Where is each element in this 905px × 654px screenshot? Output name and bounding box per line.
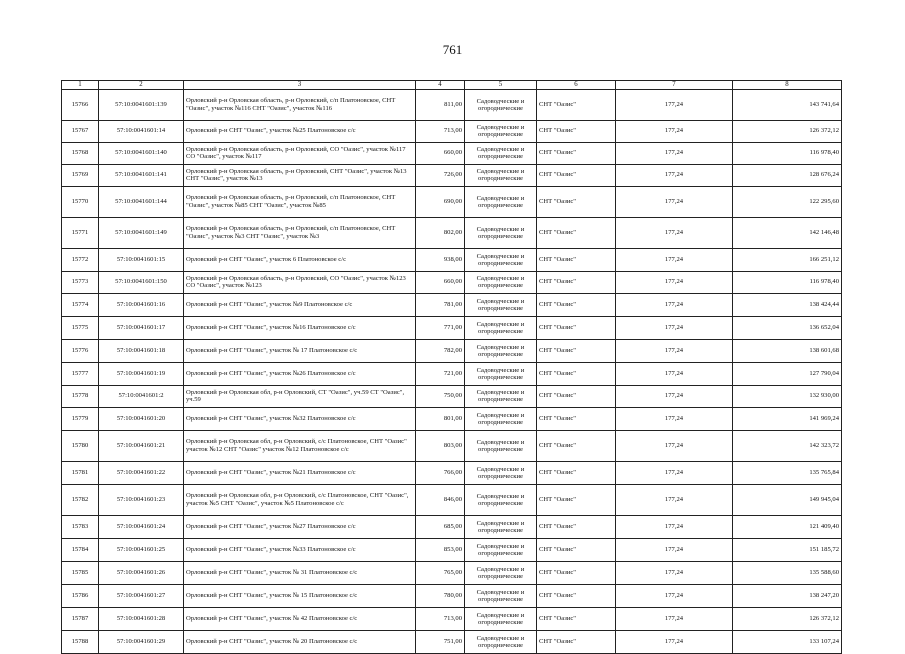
cadastral-number: 57:10:0041601:23: [99, 484, 184, 515]
value-cell: 166 251,12: [733, 248, 842, 271]
cadastral-number: 57:10:0041601:22: [99, 461, 184, 484]
cadastral-number: 57:10:0041601:27: [99, 584, 184, 607]
value-cell: 126 372,12: [733, 607, 842, 630]
value-cell: 143 741,64: [733, 89, 842, 120]
address-cell: Орловский р-н СНТ "Оазис", участок №26 Платоновское с/с: [184, 362, 416, 385]
address-cell: Орловский р-н СНТ "Оазис", участок №25 Платоновское с/с: [184, 120, 416, 142]
area-cell: 690,00: [416, 186, 465, 217]
address-cell: Орловский р-н СНТ "Оазис", участок №33 Платоновское с/с: [184, 538, 416, 561]
address-cell: Орловский р-н Орловская область, р-н Орловский, с/п Платоновское, СНТ "Оазис", участок №3 СНТ "Оазис", участок №3: [184, 217, 416, 248]
owner-cell: СНТ "Оазис": [537, 561, 616, 584]
land-use-cell: Садоводческие и огороднические: [465, 461, 537, 484]
cadastral-number: 57:10:0041601:26: [99, 561, 184, 584]
owner-cell: СНТ "Оазис": [537, 339, 616, 362]
address-cell: Орловский р-н СНТ "Оазис", участок № 31 Платоновское с/с: [184, 561, 416, 584]
cadastral-number: 57:10:0041601:29: [99, 630, 184, 653]
value-cell: 149 945,04: [733, 484, 842, 515]
area-cell: 660,00: [416, 142, 465, 164]
row-number: 15774: [62, 293, 99, 316]
column-header: 8: [733, 81, 842, 90]
row-number: 15784: [62, 538, 99, 561]
owner-cell: СНТ "Оазис": [537, 271, 616, 293]
address-cell: Орловский р-н СНТ "Оазис", участок № 15 Платоновское с/с: [184, 584, 416, 607]
row-number: 15788: [62, 630, 99, 653]
table-row: [62, 430, 842, 461]
address-cell: Орловский р-н Орловская область, р-н Орловский, с/п Платоновское, СНТ "Оазис", участок №85 СНТ "Оазис", участок №85: [184, 186, 416, 217]
land-use-cell: Садоводческие и огороднические: [465, 89, 537, 120]
cadastral-number: 57:10:0041601:28: [99, 607, 184, 630]
land-use-cell: Садоводческие и огороднические: [465, 430, 537, 461]
address-cell: Орловский р-н Орловская обл, р-н Орловский, с/с Платоновское, СНТ "Оазис", участок №5 СНТ "Оазис", участок №5 Платоновское с/с: [184, 484, 416, 515]
rate-cell: 177,24: [616, 217, 733, 248]
cadastral-table: [61, 80, 842, 654]
column-header: 3: [184, 81, 416, 90]
owner-cell: СНТ "Оазис": [537, 120, 616, 142]
rate-cell: 177,24: [616, 186, 733, 217]
owner-cell: СНТ "Оазис": [537, 538, 616, 561]
address-cell: Орловский р-н СНТ "Оазис", участок № 42 Платоновское с/с: [184, 607, 416, 630]
rate-cell: 177,24: [616, 584, 733, 607]
area-cell: 781,00: [416, 293, 465, 316]
table-row: [62, 362, 842, 385]
row-number: 15768: [62, 142, 99, 164]
owner-cell: СНТ "Оазис": [537, 584, 616, 607]
row-number: 15778: [62, 385, 99, 407]
address-cell: Орловский р-н Орловская область, р-н Орловский, СНТ "Оазис", участок №13 СНТ "Оазис", участок №13: [184, 164, 416, 186]
area-cell: 766,00: [416, 461, 465, 484]
rate-cell: 177,24: [616, 293, 733, 316]
cadastral-number: 57:10:0041601:144: [99, 186, 184, 217]
row-number: 15770: [62, 186, 99, 217]
address-cell: Орловский р-н СНТ "Оазис", участок №27 Платоновское с/с: [184, 515, 416, 538]
column-header: 1: [62, 81, 99, 90]
value-cell: 135 588,60: [733, 561, 842, 584]
owner-cell: СНТ "Оазис": [537, 186, 616, 217]
cadastral-number: 57:10:0041601:140: [99, 142, 184, 164]
table-row: [62, 164, 842, 186]
area-cell: 938,00: [416, 248, 465, 271]
cadastral-number: 57:10:0041601:141: [99, 164, 184, 186]
rate-cell: 177,24: [616, 630, 733, 653]
table-row: [62, 538, 842, 561]
value-cell: 138 247,20: [733, 584, 842, 607]
land-use-cell: Садоводческие и огороднические: [465, 248, 537, 271]
owner-cell: СНТ "Оазис": [537, 630, 616, 653]
value-cell: 142 146,48: [733, 217, 842, 248]
row-number: 15767: [62, 120, 99, 142]
row-number: 15787: [62, 607, 99, 630]
cadastral-number: 57:10:0041601:149: [99, 217, 184, 248]
row-number: 15780: [62, 430, 99, 461]
rate-cell: 177,24: [616, 142, 733, 164]
rate-cell: 177,24: [616, 362, 733, 385]
rate-cell: 177,24: [616, 316, 733, 339]
land-use-cell: Садоводческие и огороднические: [465, 561, 537, 584]
cadastral-number: 57:10:0041601:15: [99, 248, 184, 271]
address-cell: Орловский р-н СНТ "Оазис", участок № 17 Платоновское с/с: [184, 339, 416, 362]
area-cell: 811,00: [416, 89, 465, 120]
row-number: 15779: [62, 407, 99, 430]
table-row: [62, 271, 842, 293]
land-use-cell: Садоводческие и огороднические: [465, 217, 537, 248]
land-use-cell: Садоводческие и огороднические: [465, 538, 537, 561]
area-cell: 713,00: [416, 607, 465, 630]
owner-cell: СНТ "Оазис": [537, 362, 616, 385]
row-number: 15785: [62, 561, 99, 584]
owner-cell: СНТ "Оазис": [537, 515, 616, 538]
table-row: [62, 248, 842, 271]
address-cell: Орловский р-н Орловская область, р-н Орловский, СО "Оазис", участок №123 СО "Оазис", участок №123: [184, 271, 416, 293]
owner-cell: СНТ "Оазис": [537, 164, 616, 186]
value-cell: 122 295,60: [733, 186, 842, 217]
area-cell: 660,00: [416, 271, 465, 293]
cadastral-number: 57:10:0041601:139: [99, 89, 184, 120]
land-use-cell: Садоводческие и огороднические: [465, 316, 537, 339]
row-number: 15773: [62, 271, 99, 293]
land-use-cell: Садоводческие и огороднические: [465, 630, 537, 653]
rate-cell: 177,24: [616, 407, 733, 430]
row-number: 15771: [62, 217, 99, 248]
row-number: 15783: [62, 515, 99, 538]
owner-cell: СНТ "Оазис": [537, 142, 616, 164]
land-use-cell: Садоводческие и огороднические: [465, 164, 537, 186]
rate-cell: 177,24: [616, 385, 733, 407]
rate-cell: 177,24: [616, 461, 733, 484]
land-use-cell: Садоводческие и огороднические: [465, 362, 537, 385]
row-number: 15766: [62, 89, 99, 120]
value-cell: 121 409,40: [733, 515, 842, 538]
area-cell: 721,00: [416, 362, 465, 385]
value-cell: 126 372,12: [733, 120, 842, 142]
column-header: 4: [416, 81, 465, 90]
address-cell: Орловский р-н Орловская область, р-н Орловский, с/п Платоновское, СНТ "Оазис", участок №116 СНТ "Оазис", участок №116: [184, 89, 416, 120]
owner-cell: СНТ "Оазис": [537, 407, 616, 430]
land-use-cell: Садоводческие и огороднические: [465, 584, 537, 607]
value-cell: 116 978,40: [733, 142, 842, 164]
header-row: [62, 81, 842, 90]
rate-cell: 177,24: [616, 561, 733, 584]
rate-cell: 177,24: [616, 607, 733, 630]
owner-cell: СНТ "Оазис": [537, 89, 616, 120]
table-row: [62, 515, 842, 538]
owner-cell: СНТ "Оазис": [537, 607, 616, 630]
area-cell: 802,00: [416, 217, 465, 248]
rate-cell: 177,24: [616, 339, 733, 362]
land-use-cell: Садоводческие и огороднические: [465, 515, 537, 538]
owner-cell: СНТ "Оазис": [537, 248, 616, 271]
table-row: [62, 407, 842, 430]
area-cell: 803,00: [416, 430, 465, 461]
column-header: 2: [99, 81, 184, 90]
table-row: [62, 217, 842, 248]
cadastral-number: 57:10:0041601:16: [99, 293, 184, 316]
cadastral-number: 57:10:0041601:19: [99, 362, 184, 385]
column-header: 6: [537, 81, 616, 90]
rate-cell: 177,24: [616, 120, 733, 142]
owner-cell: СНТ "Оазис": [537, 461, 616, 484]
owner-cell: СНТ "Оазис": [537, 484, 616, 515]
land-use-cell: Садоводческие и огороднические: [465, 142, 537, 164]
table-row: [62, 293, 842, 316]
owner-cell: СНТ "Оазис": [537, 217, 616, 248]
address-cell: Орловский р-н Орловская область, р-н Орловский, СО "Оазис", участок №117 СО "Оазис", участок №117: [184, 142, 416, 164]
address-cell: Орловский р-н Орловская обл, р-н Орловский, СТ "Оазис", уч.59 СТ "Оазис", уч.59: [184, 385, 416, 407]
page-number: 761: [442, 42, 463, 57]
table-row: [62, 120, 842, 142]
rate-cell: 177,24: [616, 430, 733, 461]
cadastral-number: 57:10:0041601:17: [99, 316, 184, 339]
row-number: 15772: [62, 248, 99, 271]
rate-cell: 177,24: [616, 271, 733, 293]
land-use-cell: Садоводческие и огороднические: [465, 120, 537, 142]
column-header: 7: [616, 81, 733, 90]
owner-cell: СНТ "Оазис": [537, 430, 616, 461]
value-cell: 128 676,24: [733, 164, 842, 186]
owner-cell: СНТ "Оазис": [537, 385, 616, 407]
land-use-cell: Садоводческие и огороднические: [465, 339, 537, 362]
area-cell: 771,00: [416, 316, 465, 339]
area-cell: 713,00: [416, 120, 465, 142]
value-cell: 116 978,40: [733, 271, 842, 293]
value-cell: 132 930,00: [733, 385, 842, 407]
table-row: [62, 339, 842, 362]
value-cell: 151 185,72: [733, 538, 842, 561]
area-cell: 782,00: [416, 339, 465, 362]
value-cell: 133 107,24: [733, 630, 842, 653]
table-row: [62, 316, 842, 339]
area-cell: 801,00: [416, 407, 465, 430]
row-number: 15782: [62, 484, 99, 515]
land-use-cell: Садоводческие и огороднические: [465, 271, 537, 293]
land-use-cell: Садоводческие и огороднические: [465, 186, 537, 217]
table-row: [62, 584, 842, 607]
value-cell: 127 790,04: [733, 362, 842, 385]
area-cell: 846,00: [416, 484, 465, 515]
owner-cell: СНТ "Оазис": [537, 293, 616, 316]
table-row: [62, 561, 842, 584]
value-cell: 138 424,44: [733, 293, 842, 316]
table-row: [62, 607, 842, 630]
rate-cell: 177,24: [616, 89, 733, 120]
value-cell: 138 601,68: [733, 339, 842, 362]
rate-cell: 177,24: [616, 538, 733, 561]
address-cell: Орловский р-н СНТ "Оазис", участок №21 Платоновское с/с: [184, 461, 416, 484]
rate-cell: 177,24: [616, 484, 733, 515]
address-cell: Орловский р-н СНТ "Оазис", участок № 20 Платоновское с/с: [184, 630, 416, 653]
value-cell: 141 969,24: [733, 407, 842, 430]
table-row: [62, 484, 842, 515]
table-row: [62, 186, 842, 217]
cadastral-number: 57:10:0041601:18: [99, 339, 184, 362]
land-use-cell: Садоводческие и огороднические: [465, 607, 537, 630]
land-use-cell: Садоводческие и огороднические: [465, 407, 537, 430]
area-cell: 751,00: [416, 630, 465, 653]
table-row: [62, 142, 842, 164]
row-number: 15786: [62, 584, 99, 607]
table-row: [62, 630, 842, 653]
value-cell: 136 652,04: [733, 316, 842, 339]
table-row: [62, 461, 842, 484]
land-use-cell: Садоводческие и огороднические: [465, 293, 537, 316]
address-cell: Орловский р-н СНТ "Оазис", участок №9 Платоновское с/с: [184, 293, 416, 316]
cadastral-number: 57:10:0041601:24: [99, 515, 184, 538]
cadastral-number: 57:10:0041601:2: [99, 385, 184, 407]
cadastral-number: 57:10:0041601:14: [99, 120, 184, 142]
rate-cell: 177,24: [616, 164, 733, 186]
address-cell: Орловский р-н СНТ "Оазис", участок №16 Платоновское с/с: [184, 316, 416, 339]
rate-cell: 177,24: [616, 515, 733, 538]
column-header: 5: [465, 81, 537, 90]
address-cell: Орловский р-н СНТ "Оазис", участок №32 Платоновское с/с: [184, 407, 416, 430]
area-cell: 780,00: [416, 584, 465, 607]
table-row: [62, 385, 842, 407]
rate-cell: 177,24: [616, 248, 733, 271]
row-number: 15769: [62, 164, 99, 186]
row-number: 15775: [62, 316, 99, 339]
owner-cell: СНТ "Оазис": [537, 316, 616, 339]
address-cell: Орловский р-н СНТ "Оазис", участок 6 Платоновское с/с: [184, 248, 416, 271]
land-use-cell: Садоводческие и огороднические: [465, 484, 537, 515]
row-number: 15781: [62, 461, 99, 484]
land-use-cell: Садоводческие и огороднические: [465, 385, 537, 407]
area-cell: 750,00: [416, 385, 465, 407]
area-cell: 726,00: [416, 164, 465, 186]
area-cell: 853,00: [416, 538, 465, 561]
cadastral-number: 57:10:0041601:25: [99, 538, 184, 561]
cadastral-number: 57:10:0041601:20: [99, 407, 184, 430]
row-number: 15776: [62, 339, 99, 362]
table-row: [62, 89, 842, 120]
row-number: 15777: [62, 362, 99, 385]
cadastral-number: 57:10:0041601:21: [99, 430, 184, 461]
cadastral-number: 57:10:0041601:150: [99, 271, 184, 293]
value-cell: 135 765,84: [733, 461, 842, 484]
address-cell: Орловский р-н Орловская обл, р-н Орловский, с/с Платоновское, СНТ "Оазис" участок №12 СНТ "Оазис" участок №12 Платоновское с/с: [184, 430, 416, 461]
area-cell: 685,00: [416, 515, 465, 538]
value-cell: 142 323,72: [733, 430, 842, 461]
area-cell: 765,00: [416, 561, 465, 584]
